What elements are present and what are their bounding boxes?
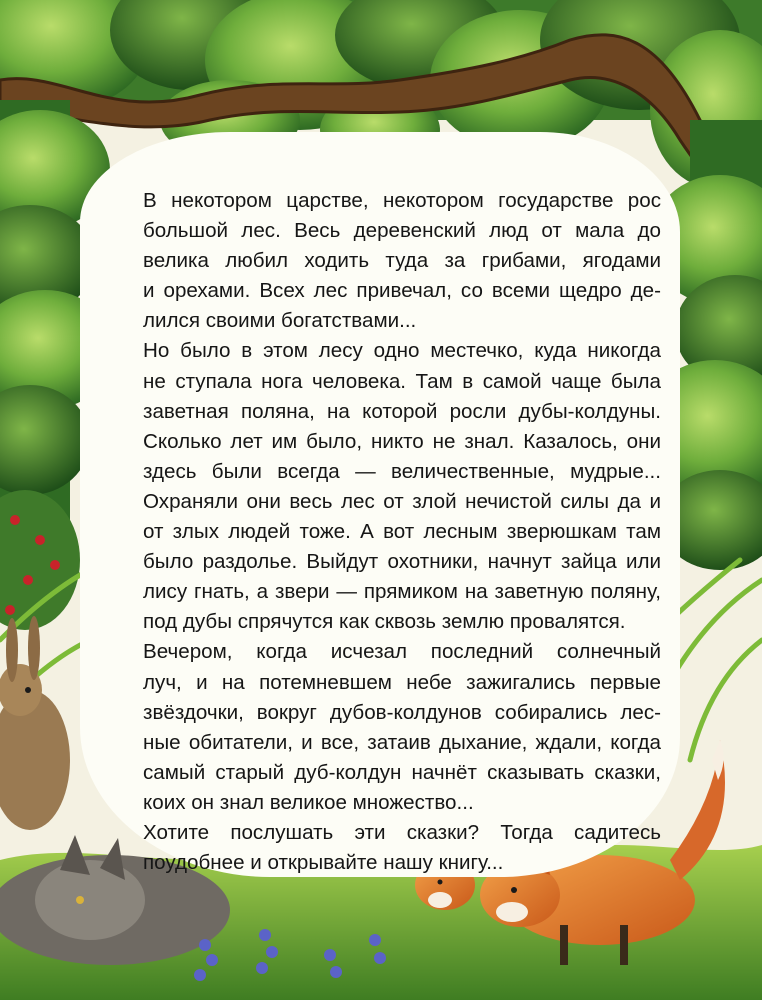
text-line: Но было в этом лесу одно местечко, куда никогда	[143, 339, 661, 363]
paragraph-2	[116, 336, 661, 637]
text-line: заветная поляна, на которой росли дубы-колдуны.	[143, 399, 661, 423]
text-line: звёздочки, вокруг дубов-колдунов собирались лес-	[143, 700, 661, 724]
text-line: и орехами. Всех лес привечал, со всеми щедро де-	[143, 279, 661, 303]
story-text	[116, 186, 661, 878]
text-line: здесь были всегда — величественные, мудрые...	[143, 459, 661, 483]
hare	[0, 616, 70, 830]
text-line: Вечером, когда исчезал последний солнечный	[143, 640, 661, 664]
text-line: коих он знал великое множество...	[143, 790, 474, 814]
text-line: ные обитатели, и все, затаив дыхание, ждали, когда	[143, 730, 661, 754]
text-line: от злых людей тоже. А вот лесным зверюшкам там	[143, 520, 661, 544]
text-line: Охраняли они весь лес от злой нечистой силы да и	[143, 489, 661, 513]
text-line: велика любил ходить туда за грибами, ягодами	[143, 249, 661, 273]
text-line: большой лес. Весь деревенский люд от мала до	[143, 219, 661, 243]
text-line: луч, и на потемневшем небе зажигались первые	[143, 670, 661, 694]
text-line: Хотите послушать эти сказки? Тогда садитесь	[143, 820, 661, 844]
text-line: лился своими богатствами...	[143, 309, 417, 333]
text-line: самый старый дуб-колдун начнёт сказывать сказки,	[143, 760, 661, 784]
text-line: под дубы спрячутся как сквозь землю провалятся.	[143, 610, 626, 634]
text-line: не ступала нога человека. Там в самой чаще была	[143, 369, 661, 393]
text-line: лису гнать, а звери — прямиком на заветную поляну,	[143, 580, 661, 604]
text-line: поудобнее и открывайте нашу книгу...	[143, 851, 504, 875]
paragraph-1	[116, 186, 661, 336]
paragraph-3	[116, 637, 661, 818]
text-line: В некотором царстве, некотором государстве рос	[143, 189, 661, 212]
paragraph-4	[116, 818, 661, 878]
text-line: Сколько лет им было, никто не знал. Казалось, они	[143, 429, 661, 453]
text-line: было раздолье. Выйдут охотники, начнут зайца или	[143, 550, 661, 574]
